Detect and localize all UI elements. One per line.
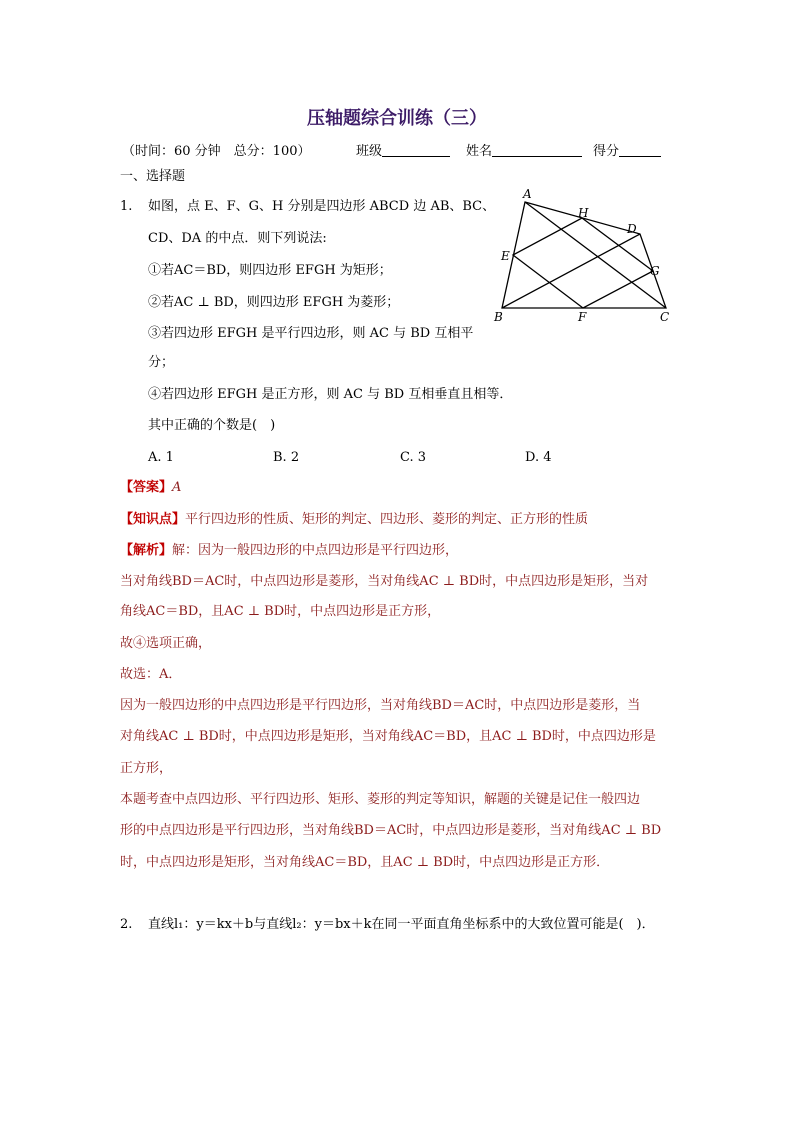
analysis-line: 时，中点四边形是矩形，当对角线AC＝BD，且AC ⊥ BD时，中点四边形是正方形． — [120, 855, 610, 870]
option-b[interactable]: B. 2 — [273, 450, 300, 465]
q1-line-1: 如图，点 E、F、G、H 分别是四边形 ABCD 边 AB、BC、 — [148, 199, 496, 214]
label-g: G — [650, 264, 660, 278]
q1-prompt: 其中正确的个数是( ) — [148, 418, 276, 433]
page-title: 压轴题综合训练（三） — [307, 108, 487, 129]
q1-statement-4: ④若四边形 EFGH 是正方形，则 AC 与 BD 互相垂直且相等． — [148, 387, 513, 402]
q2-number: 2. — [120, 917, 133, 932]
name-blank[interactable] — [492, 142, 582, 157]
label-f: F — [578, 310, 587, 324]
label-h: H — [578, 206, 589, 220]
analysis-line: 故④选项正确， — [120, 636, 212, 651]
knowledge-label: 【知识点】 — [120, 512, 186, 527]
score-label: 得分 — [593, 144, 620, 159]
option-d[interactable]: D. 4 — [525, 450, 552, 465]
q1-statement-3: ③若四边形 EFGH 是平行四边形，则 AC 与 BD 互相平 — [148, 326, 474, 341]
time-total: （时间：60 分钟 总分：100） — [122, 144, 311, 159]
class-field[interactable] — [356, 140, 450, 159]
analysis-line: 故选：A． — [120, 667, 182, 682]
analysis-line: 当对角线BD＝AC时，中点四边形是菱形，当对角线AC ⊥ BD时，中点四边形是矩形，当对 — [120, 574, 649, 589]
analysis-first-line: 解：因为一般四边形的中点四边形是平行四边形， — [172, 543, 459, 558]
knowledge-row — [120, 512, 588, 528]
section-heading: 一、选择题 — [120, 169, 186, 184]
q1-line-2: CD、DA 的中点．则下列说法: — [148, 231, 327, 246]
analysis-label: 【解析】 — [120, 543, 173, 558]
analysis-line: 角线AC＝BD，且AC ⊥ BD时，中点四边形是正方形， — [120, 604, 441, 619]
analysis-line: 因为一般四边形的中点四边形是平行四边形，当对角线BD＝AC时，中点四边形是菱形，当 — [120, 698, 641, 713]
class-blank[interactable] — [382, 142, 450, 157]
label-c: C — [660, 310, 670, 324]
class-label: 班级 — [356, 144, 383, 159]
label-d: D — [627, 222, 637, 236]
answer-label: 【答案】 — [120, 480, 173, 495]
score-blank[interactable] — [619, 142, 661, 157]
analysis-line: 对角线AC ⊥ BD时，中点四边形是矩形，当对角线AC＝BD，且AC ⊥ BD时，中点四边形是 — [120, 729, 656, 744]
label-e: E — [501, 249, 510, 263]
analysis-row — [120, 543, 458, 559]
q1-statement-1: ①若AC＝BD，则四边形 EFGH 为矩形； — [148, 263, 392, 278]
option-c[interactable]: C. 3 — [400, 450, 427, 465]
analysis-line: 本题考查中点四边形、平行四边形、矩形、菱形的判定等知识，解题的关键是记住一般四边 — [120, 792, 641, 807]
option-a[interactable]: A. 1 — [148, 450, 174, 465]
quadrilateral-diagram — [490, 186, 680, 324]
name-field[interactable] — [466, 140, 582, 159]
score-field[interactable] — [593, 140, 661, 159]
label-b: B — [494, 310, 503, 324]
q1-statement-2: ②若AC ⊥ BD，则四边形 EFGH 为菱形； — [148, 295, 400, 310]
label-a: A — [523, 187, 532, 201]
name-label: 姓名 — [466, 144, 493, 159]
answer-row — [120, 480, 181, 496]
q1-number: 1. — [120, 199, 133, 214]
answer-value: A — [172, 480, 182, 495]
knowledge-text: 平行四边形的性质、矩形的判定、四边形、菱形的判定、正方形的性质 — [185, 512, 589, 527]
diagonal-bd — [502, 234, 640, 308]
q1-statement-3-cont: 分； — [148, 355, 175, 370]
q2-text: 直线l₁：y＝kx＋b与直线l₂：y＝bx＋k在同一平面直角坐标系中的大致位置可能是( )． — [148, 917, 655, 932]
analysis-line: 形的中点四边形是平行四边形，当对角线BD＝AC时，中点四边形是菱形，当对角线AC ⊥ BD — [120, 823, 662, 838]
diagonal-ac — [525, 202, 666, 308]
analysis-line: 正方形， — [120, 761, 173, 776]
